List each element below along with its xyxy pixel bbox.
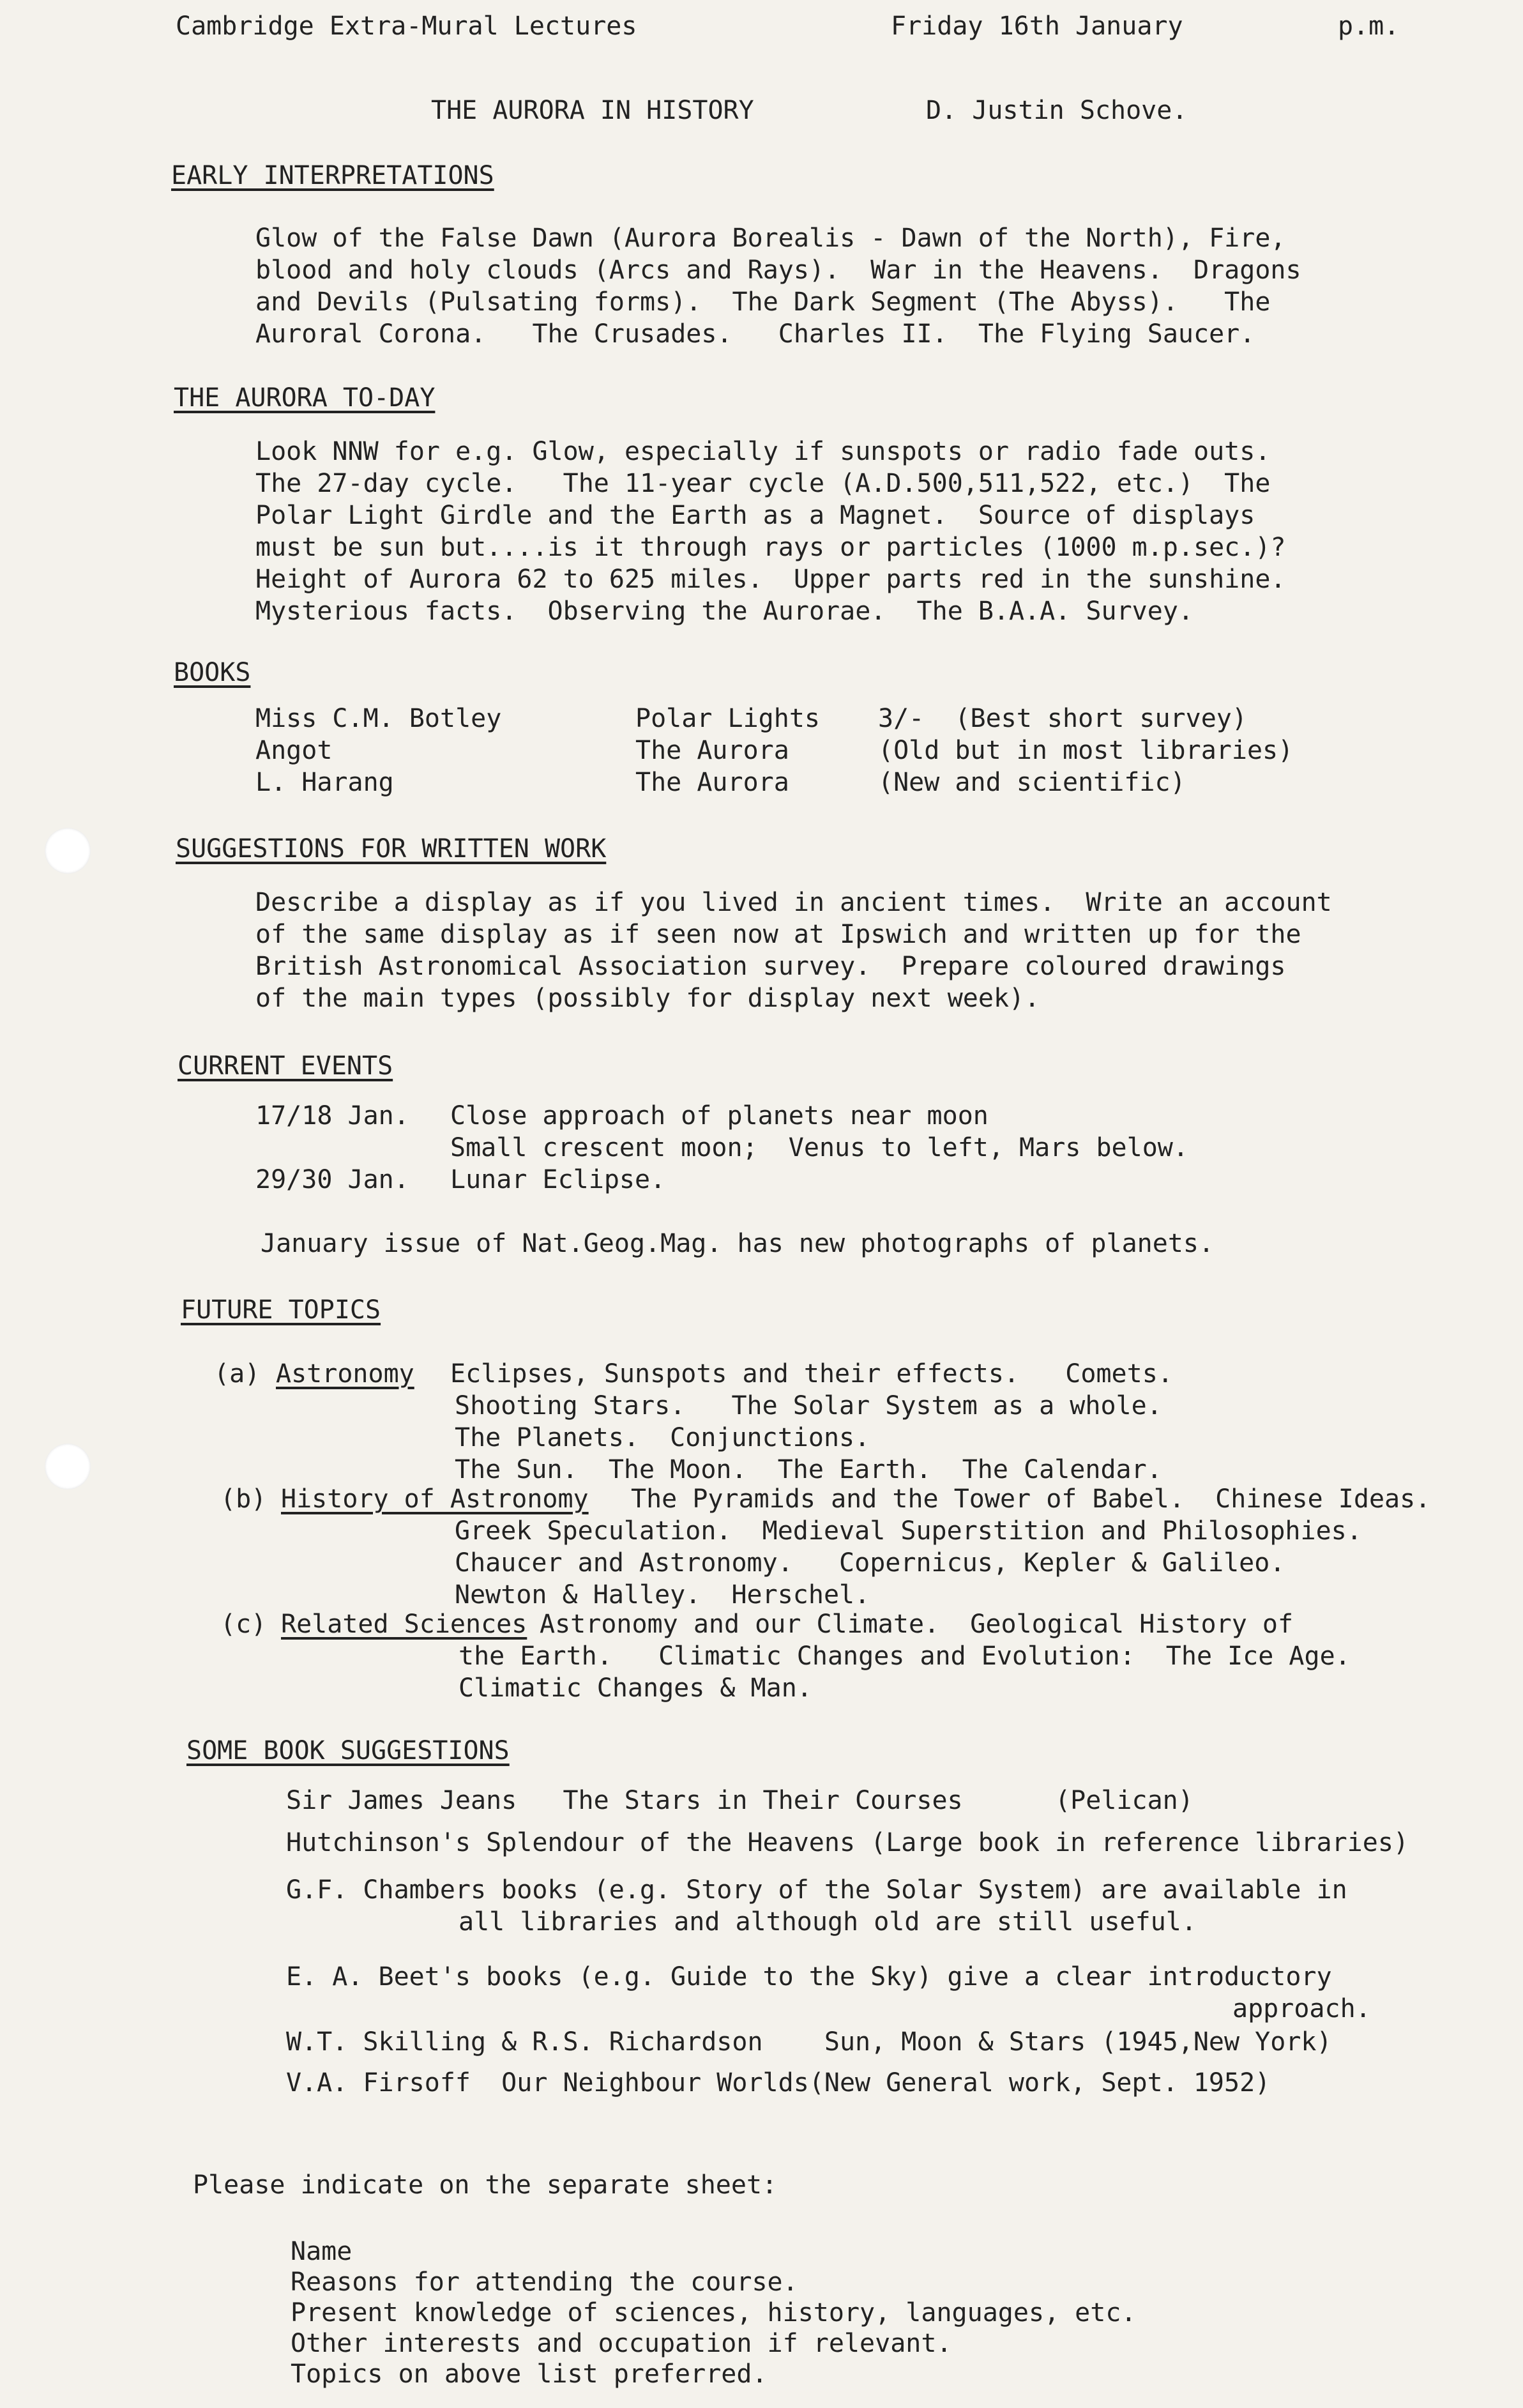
header-time: p.m. <box>1338 11 1400 41</box>
topic-line: the Earth. Climatic Changes and Evolution: The Ice Age. <box>458 1642 1351 1671</box>
event-text: Small crescent moon; Venus to left, Mars below. <box>450 1133 1188 1162</box>
event-text: Lunar Eclipse. <box>450 1165 666 1194</box>
section-heading-future: FUTURE TOPICS <box>181 1295 381 1325</box>
topic-label-history: History of Astronomy <box>281 1484 589 1514</box>
event-date: 29/30 Jan. <box>255 1165 409 1194</box>
today-line: The 27-day cycle. The 11-year cycle (A.D.500,511,522, etc.) The <box>255 469 1271 498</box>
written-line: of the same display as if seen now at Ipswich and written up for the <box>255 920 1301 949</box>
suggestion-line: all libraries and although old are still useful. <box>458 1907 1197 1937</box>
today-line: Height of Aurora 62 to 625 miles. Upper parts red in the sunshine. <box>255 565 1286 594</box>
today-line: Look NNW for e.g. Glow, especially if sunspots or radio fade outs. <box>255 437 1271 466</box>
book-note: 3/- (Best short survey) <box>878 704 1247 733</box>
topic-line: Shooting Stars. The Solar System as a whole. <box>455 1391 1162 1421</box>
today-line: Mysterious facts. Observing the Aurorae. The B.A.A. Survey. <box>255 597 1194 626</box>
topic-line: The Sun. The Moon. The Earth. The Calendar. <box>455 1455 1162 1484</box>
section-heading-early: EARLY INTERPRETATIONS <box>171 161 494 190</box>
topic-line: Greek Speculation. Medieval Superstition and Philosophies. <box>455 1516 1362 1546</box>
topic-label-related: Related Sciences <box>281 1610 527 1639</box>
today-line: must be sun but....is it through rays or particles (1000 m.p.sec.)? <box>255 533 1286 562</box>
indicate-intro: Please indicate on the separate sheet: <box>193 2170 778 2200</box>
early-line: blood and holy clouds (Arcs and Rays). War in the Heavens. Dragons <box>255 255 1301 285</box>
topic-marker: (b) <box>220 1484 267 1514</box>
book-title: The Aurora <box>635 768 789 797</box>
event-text: Close approach of planets near moon <box>450 1101 989 1131</box>
written-line: of the main types (possibly for display next week). <box>255 984 1040 1013</box>
early-line: Auroral Corona. The Crusades. Charles II. The Flying Saucer. <box>255 319 1255 349</box>
suggestion-line: G.F. Chambers books (e.g. Story of the Solar System) are available in <box>286 1875 1347 1905</box>
topic-line: The Planets. Conjunctions. <box>455 1423 870 1452</box>
header-date: Friday 16th January <box>891 11 1183 41</box>
book-note: (New and scientific) <box>878 768 1186 797</box>
book-note: (Old but in most libraries) <box>878 736 1294 765</box>
section-heading-books: BOOKS <box>174 658 251 687</box>
lecture-title: THE AURORA IN HISTORY <box>431 96 754 125</box>
early-line: and Devils (Pulsating forms). The Dark Segment (The Abyss). The <box>255 287 1271 317</box>
events-note: January issue of Nat.Geog.Mag. has new photographs of planets. <box>261 1229 1215 1258</box>
topic-label-astronomy: Astronomy <box>276 1359 414 1389</box>
today-line: Polar Light Girdle and the Earth as a Magnet. Source of displays <box>255 501 1255 530</box>
punch-hole-top <box>45 828 91 874</box>
suggestion-line: E. A. Beet's books (e.g. Guide to the Sky) give a clear introductory <box>286 1962 1332 1992</box>
header-institution: Cambridge Extra-Mural Lectures <box>176 11 637 41</box>
topic-marker: (a) <box>214 1359 261 1389</box>
lecture-author: D. Justin Schove. <box>926 96 1188 125</box>
written-line: British Astronomical Association survey. Prepare coloured drawings <box>255 952 1286 981</box>
book-author: L. Harang <box>255 768 394 797</box>
suggestion-line: V.A. Firsoff Our Neighbour Worlds(New General work, Sept. 1952) <box>286 2068 1271 2098</box>
indicate-item: Name <box>291 2237 352 2266</box>
section-heading-today: THE AURORA TO-DAY <box>174 383 436 413</box>
topic-marker: (c) <box>220 1610 267 1639</box>
book-title: The Aurora <box>635 736 789 765</box>
suggestion-line: Sir James Jeans The Stars in Their Courses (Pelican) <box>286 1786 1193 1815</box>
topic-line: Newton & Halley. Herschel. <box>455 1580 870 1610</box>
topic-line: Astronomy and our Climate. Geological History of <box>540 1610 1294 1639</box>
early-line: Glow of the False Dawn (Aurora Borealis - Dawn of the North), Fire, <box>255 224 1286 253</box>
topic-line: The Pyramids and the Tower of Babel. Chinese Ideas. <box>631 1484 1431 1514</box>
indicate-item: Reasons for attending the course. <box>291 2267 798 2297</box>
indicate-item: Other interests and occupation if relevant. <box>291 2329 952 2358</box>
book-author: Angot <box>255 736 333 765</box>
indicate-item: Topics on above list preferred. <box>291 2359 768 2389</box>
written-line: Describe a display as if you lived in ancient times. Write an account <box>255 888 1332 917</box>
section-heading-written: SUGGESTIONS FOR WRITTEN WORK <box>176 834 607 864</box>
suggestion-line: W.T. Skilling & R.S. Richardson Sun, Moon & Stars (1945,New York) <box>286 2027 1332 2057</box>
indicate-item: Present knowledge of sciences, history, languages, etc. <box>291 2298 1137 2328</box>
suggestion-line: approach. <box>1232 1994 1371 2023</box>
topic-line: Chaucer and Astronomy. Copernicus, Kepler & Galileo. <box>455 1548 1285 1578</box>
punch-hole-bottom <box>45 1444 91 1490</box>
topic-line: Eclipses, Sunspots and their effects. Comets. <box>450 1359 1173 1389</box>
section-heading-events: CURRENT EVENTS <box>178 1051 393 1081</box>
topic-line: Climatic Changes & Man. <box>458 1673 812 1703</box>
book-title: Polar Lights <box>635 704 820 733</box>
book-author: Miss C.M. Botley <box>255 704 502 733</box>
section-heading-suggestions: SOME BOOK SUGGESTIONS <box>186 1736 510 1765</box>
suggestion-line: Hutchinson's Splendour of the Heavens (Large book in reference libraries) <box>286 1828 1409 1857</box>
event-date: 17/18 Jan. <box>255 1101 409 1131</box>
